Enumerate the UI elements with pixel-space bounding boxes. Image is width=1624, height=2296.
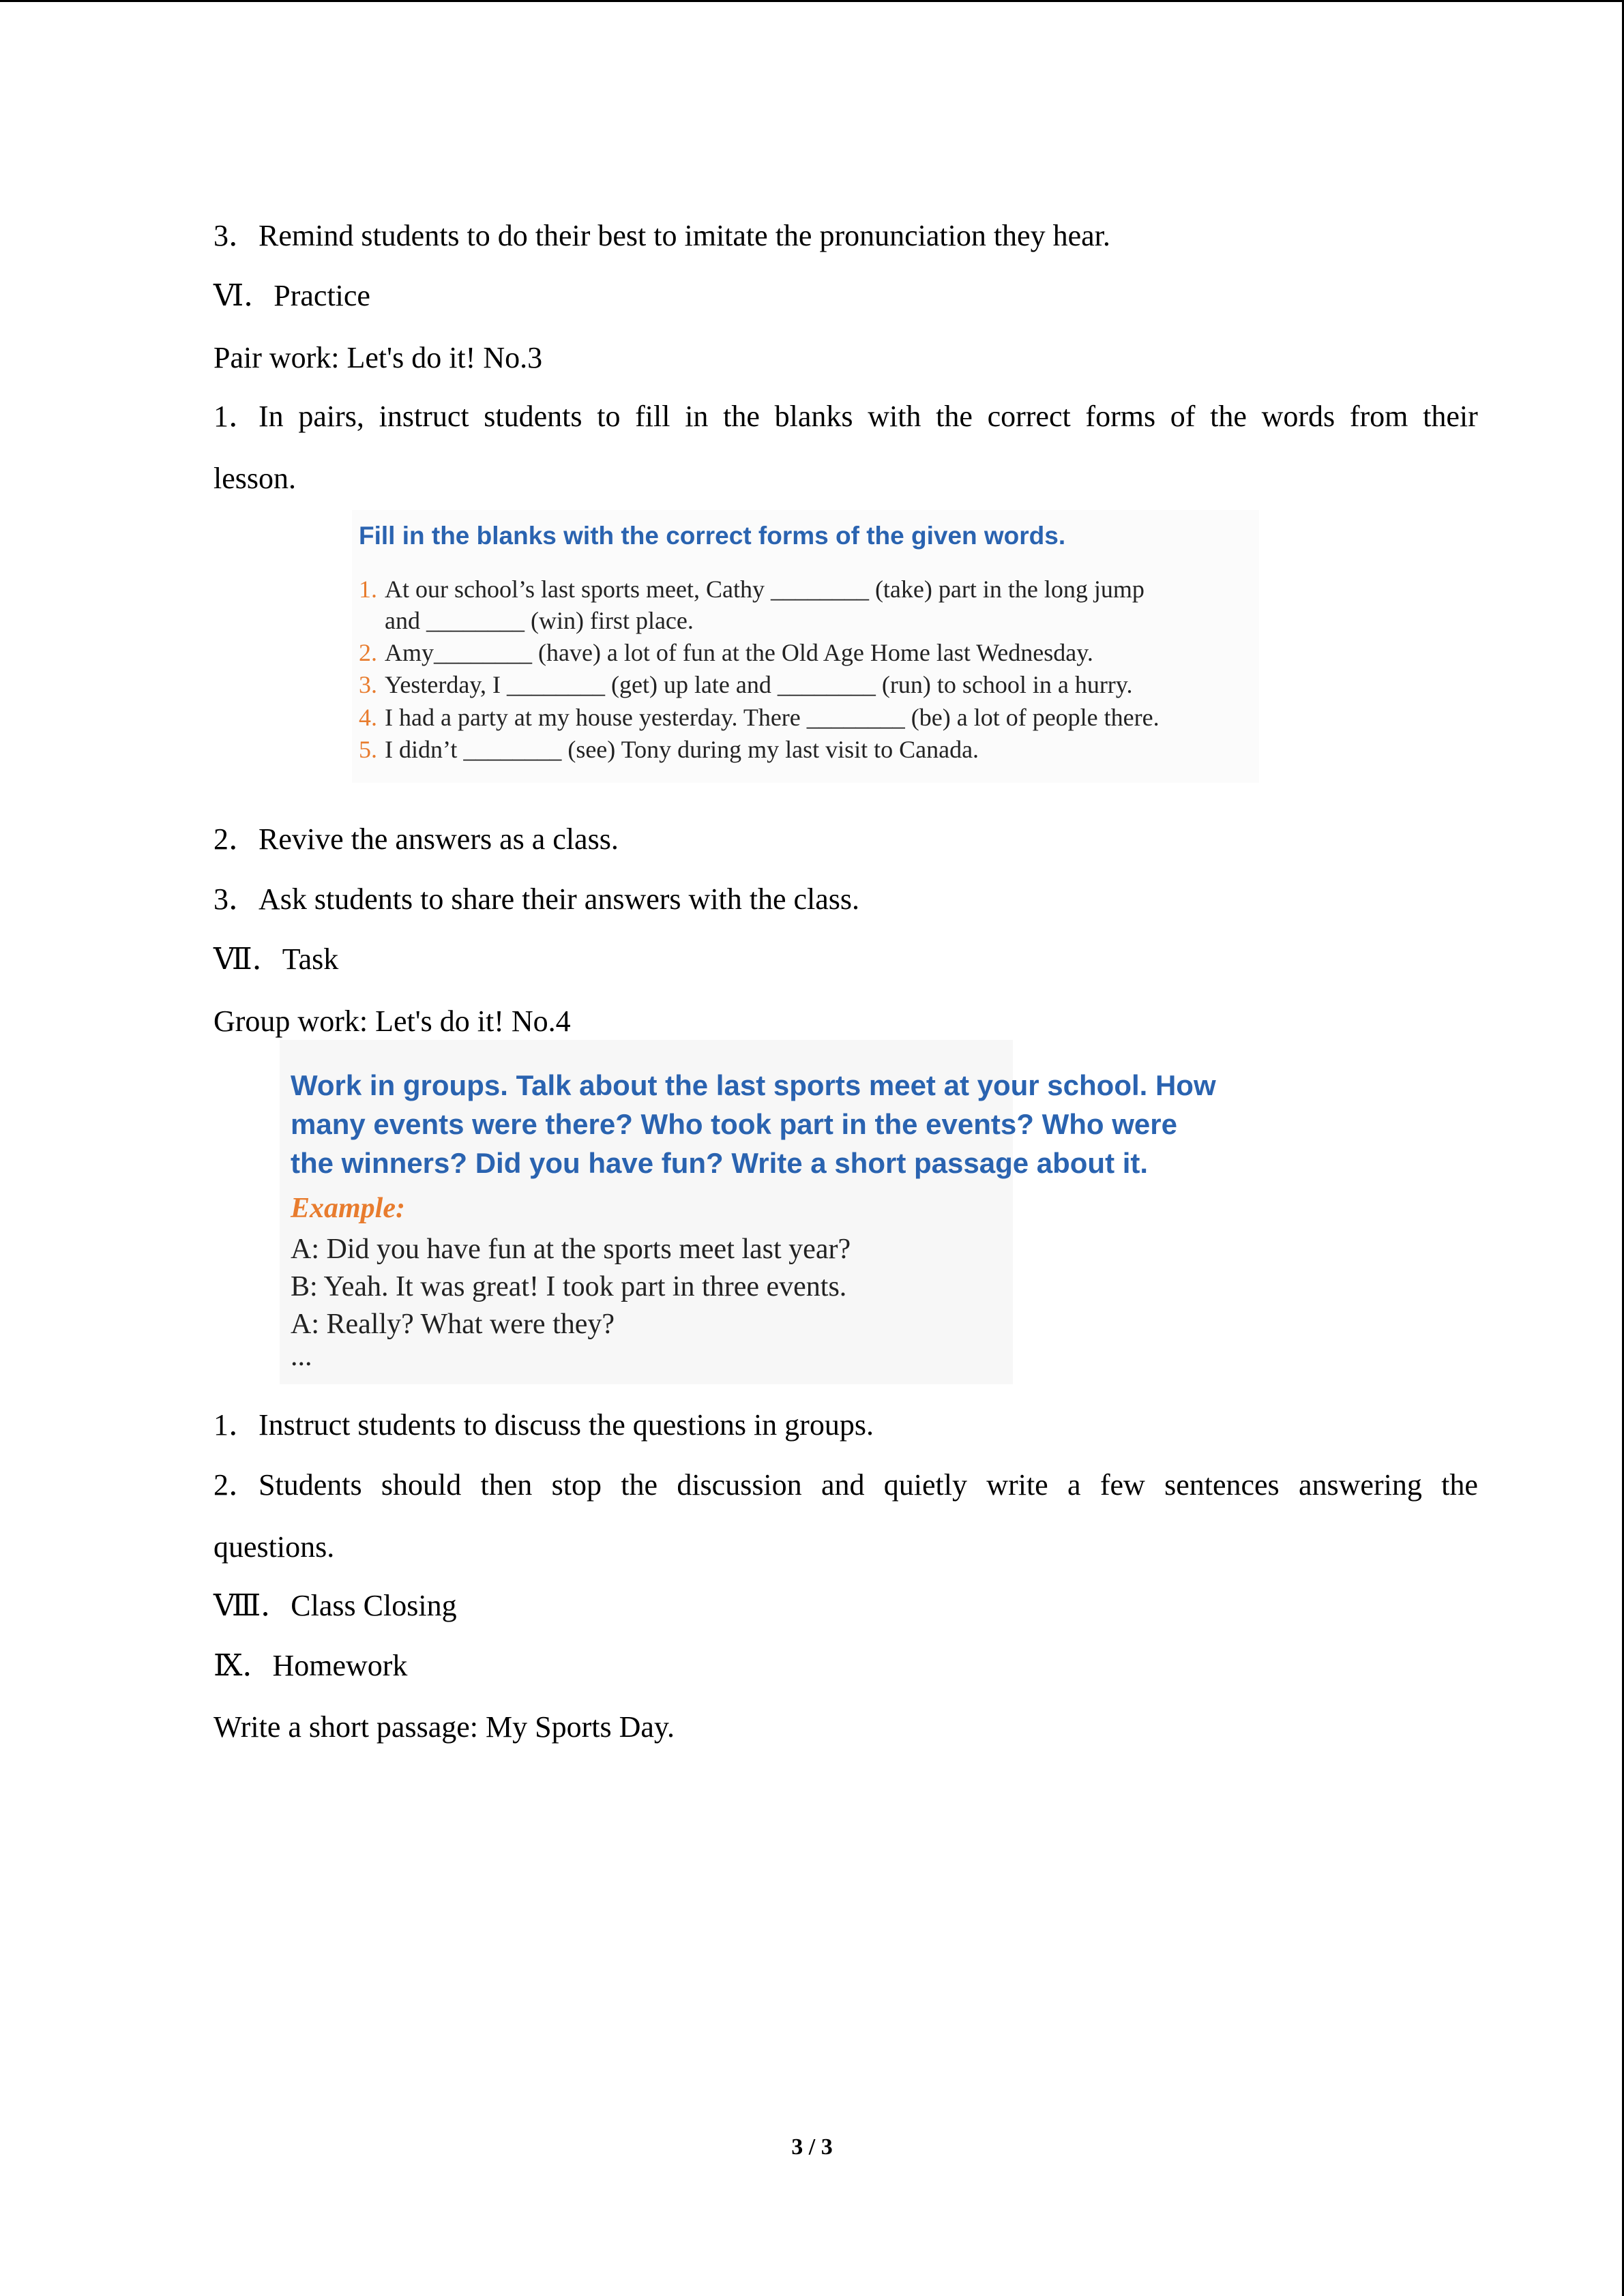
- instruction-line: Work in groups. Talk about the last sports meet at your school. How: [291, 1069, 1216, 1101]
- exercise-text: At our school’s last sports meet, Cathy ________ (take) part in the long jump: [385, 576, 1145, 603]
- word: instruct: [379, 400, 469, 433]
- section-heading: Ⅵ．Practice: [213, 279, 370, 312]
- exercise-row: [359, 573, 1145, 605]
- paragraph: 3．Ask students to share their answers with the class.: [213, 882, 860, 916]
- exercise-number: 2.: [359, 639, 377, 666]
- word: pairs,: [298, 400, 364, 433]
- section-heading: Ⅶ．Task: [213, 942, 339, 976]
- exercise-row: [359, 702, 1160, 733]
- exercise-row: [359, 605, 694, 636]
- exercise-number: 5.: [359, 736, 377, 763]
- exercise-text: and ________ (win) first place.: [385, 607, 694, 634]
- word: the: [723, 400, 760, 433]
- paragraph: 2．Revive the answers as a class.: [213, 822, 619, 856]
- dialogue-line: ...: [291, 1341, 312, 1372]
- exercise-title: Fill in the blanks with the correct forms of the given words.: [359, 522, 1066, 550]
- word: their: [1423, 400, 1478, 433]
- word: the: [936, 400, 973, 433]
- paragraph: Group work: Let's do it! No.4: [213, 1004, 571, 1038]
- exercise-number: 1.: [359, 576, 377, 603]
- word: quietly: [883, 1468, 967, 1502]
- word: in: [685, 400, 709, 433]
- paragraph-justified: [213, 1466, 1478, 1504]
- paragraph-justified: [213, 398, 1478, 436]
- word: then: [480, 1468, 533, 1502]
- word: 1．In: [213, 400, 284, 433]
- word: answering: [1298, 1468, 1422, 1502]
- word: 2．Students: [213, 1468, 362, 1502]
- word: of: [1170, 400, 1196, 433]
- exercise-instructions: [291, 1066, 1314, 1182]
- exercise-number: 3.: [359, 671, 377, 698]
- word: words: [1261, 400, 1335, 433]
- word: the: [1441, 1468, 1478, 1502]
- dialogue-line: A: Did you have fun at the sports meet last year?: [291, 1234, 851, 1265]
- exercise-text: I had a party at my house yesterday. There ________ (be) a lot of people there.: [385, 704, 1160, 731]
- word: to: [597, 400, 621, 433]
- word: should: [381, 1468, 462, 1502]
- exercise-row: [359, 669, 1132, 700]
- word: and: [821, 1468, 865, 1502]
- instruction-line: many events were there? Who took part in the events? Who were: [291, 1108, 1177, 1140]
- paragraph: Write a short passage: My Sports Day.: [213, 1710, 675, 1744]
- word: discussion: [677, 1468, 802, 1502]
- word: the: [1210, 400, 1247, 433]
- word: few: [1099, 1468, 1145, 1502]
- section-heading: Ⅸ．Homework: [213, 1649, 408, 1682]
- word: write: [986, 1468, 1048, 1502]
- exercise-image-group-work: [280, 1040, 1216, 1384]
- dialogue-line: A: Really? What were they?: [291, 1309, 615, 1340]
- paragraph: 3．Remind students to do their best to imitate the pronunciation they hear.: [213, 219, 1110, 252]
- word: a: [1067, 1468, 1081, 1502]
- word: correct: [987, 400, 1071, 433]
- exercise-image-fill-blanks: [352, 510, 1259, 783]
- word: forms: [1085, 400, 1156, 433]
- word: with: [868, 400, 921, 433]
- word: sentences: [1164, 1468, 1280, 1502]
- paragraph: lesson.: [213, 462, 296, 495]
- paragraph: Pair work: Let's do it! No.3: [213, 341, 543, 374]
- exercise-text: Yesterday, I ________ (get) up late and ________ (run) to school in a hurry.: [385, 671, 1133, 698]
- word: fill: [635, 400, 670, 433]
- dialogue-line: B: Yeah. It was great! I took part in three events.: [291, 1271, 847, 1302]
- paragraph: questions.: [213, 1530, 335, 1564]
- exercise-number: 4.: [359, 704, 377, 731]
- section-heading: Ⅷ．Class Closing: [213, 1589, 457, 1622]
- word: students: [484, 400, 582, 433]
- word: from: [1349, 400, 1408, 433]
- page-number: 3 / 3: [791, 2134, 833, 2160]
- example-label: Example:: [291, 1193, 405, 1224]
- exercise-row: [359, 637, 1093, 668]
- word: stop: [551, 1468, 602, 1502]
- paragraph: 1．Instruct students to discuss the questions in groups.: [213, 1408, 874, 1442]
- exercise-row: [359, 734, 979, 765]
- word: blanks: [774, 400, 853, 433]
- word: the: [621, 1468, 658, 1502]
- exercise-text: I didn’t ________ (see) Tony during my last visit to Canada.: [385, 736, 979, 763]
- instruction-line: the winners? Did you have fun? Write a short passage about it.: [291, 1147, 1149, 1179]
- exercise-text: Amy________ (have) a lot of fun at the Old Age Home last Wednesday.: [385, 639, 1093, 666]
